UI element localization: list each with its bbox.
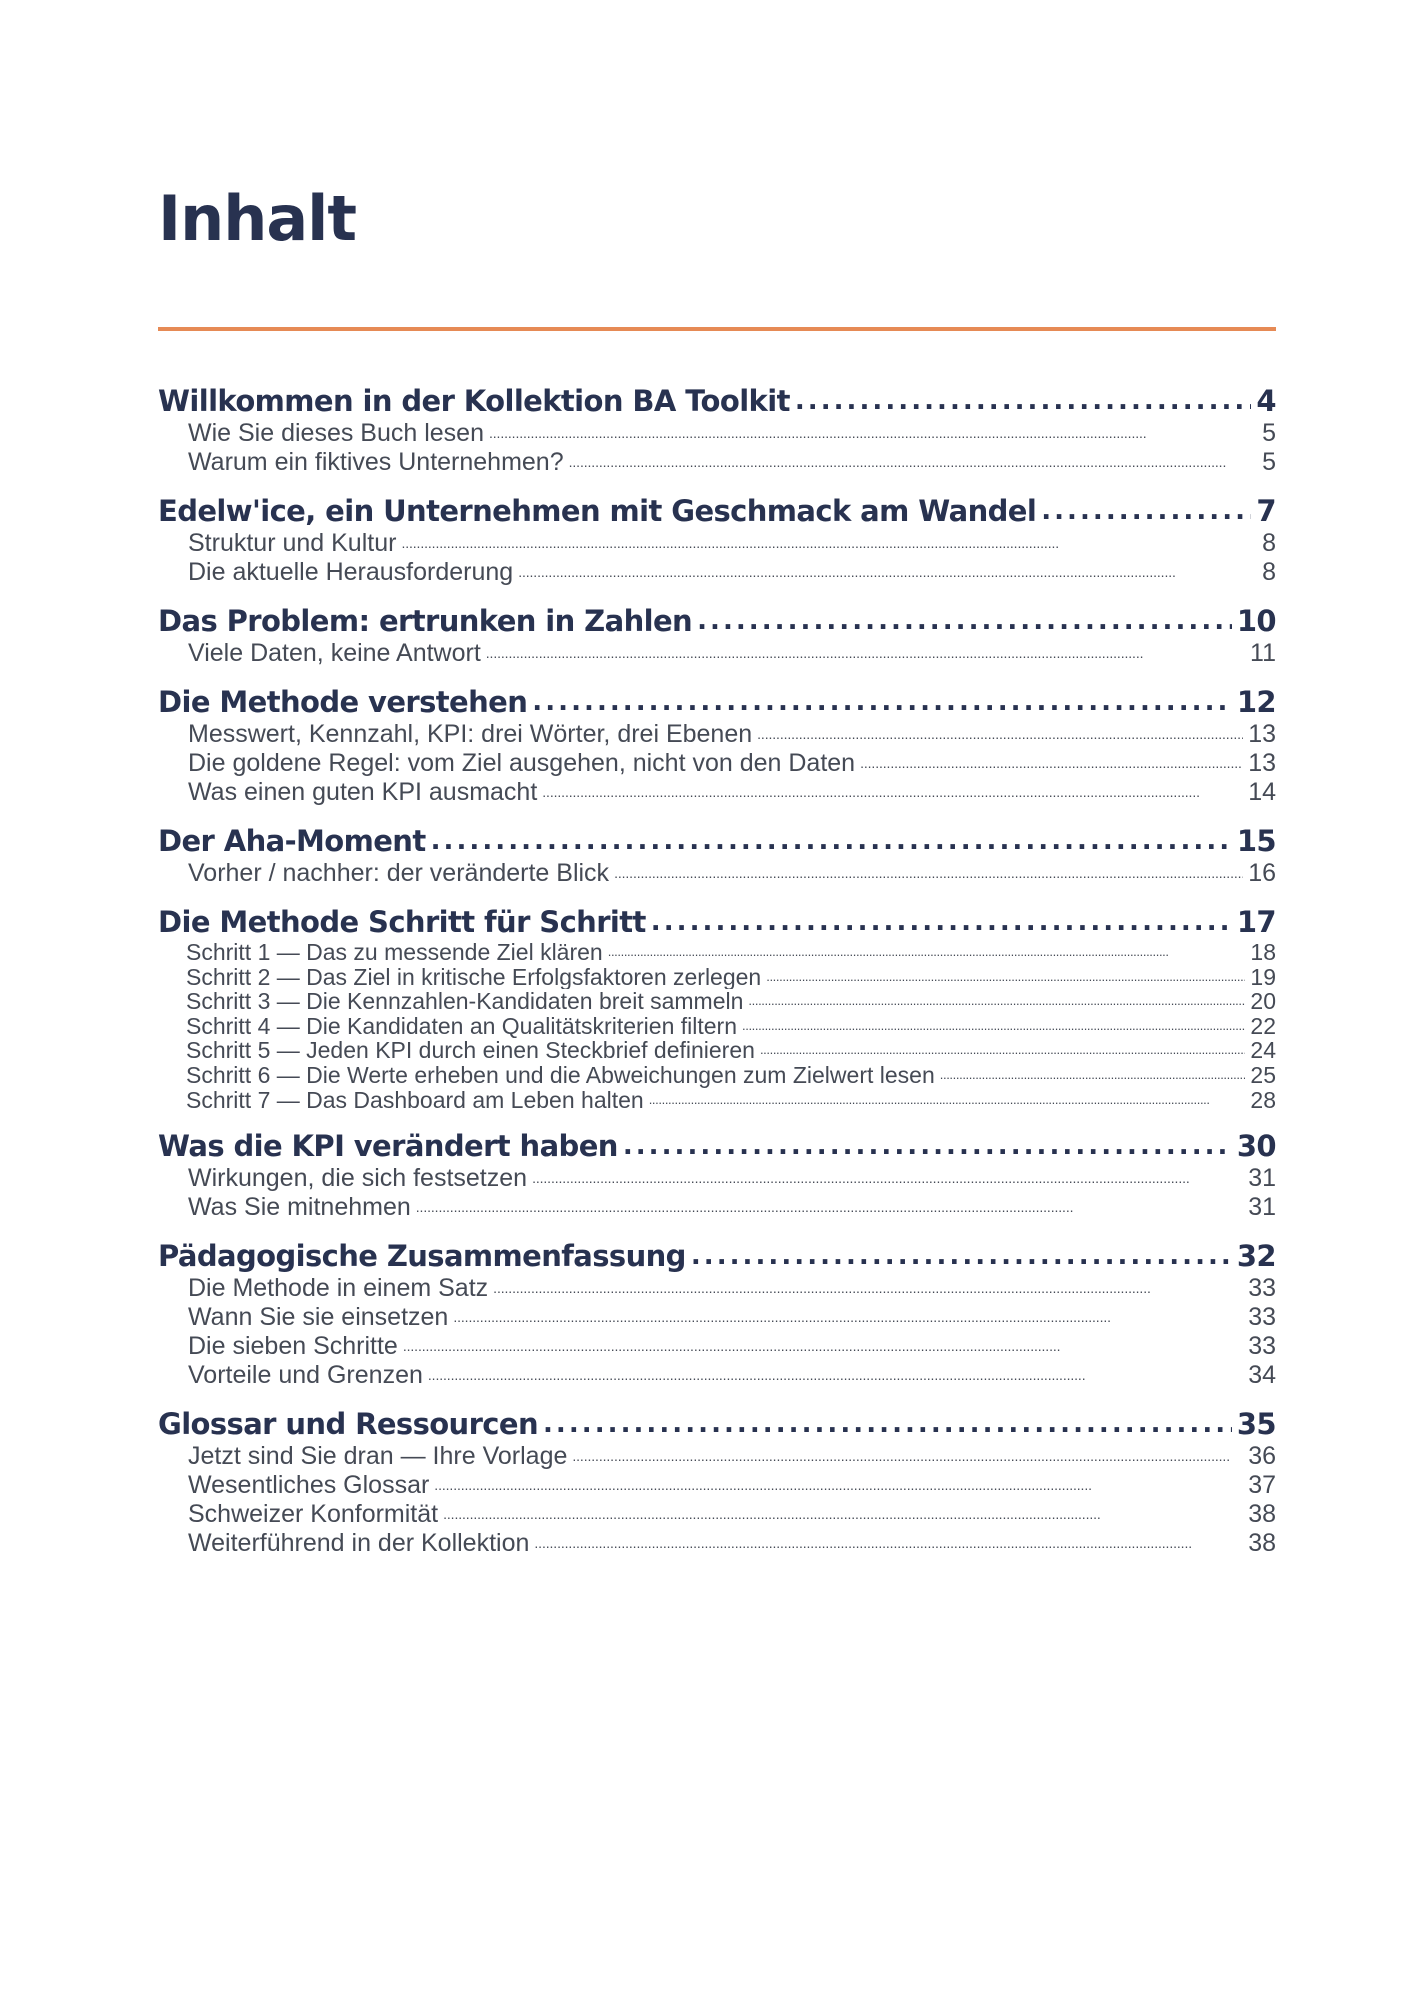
toc-entry-title: Die Methode verstehen bbox=[158, 685, 528, 719]
toc-chapter bbox=[158, 823, 1276, 888]
toc-chapter bbox=[158, 1238, 1276, 1390]
toc-entry-page: 37 bbox=[1248, 1471, 1276, 1500]
dot-leader bbox=[428, 1361, 1243, 1390]
dot-leader bbox=[760, 1038, 1245, 1063]
toc-entry-title: Vorher / nachher: der veränderte Blick bbox=[188, 859, 610, 887]
toc-step-entry[interactable] bbox=[158, 965, 1276, 990]
toc-entry-page: 31 bbox=[1248, 1164, 1276, 1193]
toc-entry-title: Wann Sie sie einsetzen bbox=[188, 1303, 449, 1332]
dot-leader bbox=[691, 1238, 1232, 1274]
toc-entry-page: 33 bbox=[1248, 1274, 1276, 1303]
toc-section-entry[interactable] bbox=[158, 529, 1276, 558]
dot-leader bbox=[608, 940, 1246, 965]
toc-entry-title: Warum ein fiktives Unternehmen? bbox=[188, 448, 564, 476]
toc-entry-title: Was Sie mitnehmen bbox=[188, 1193, 411, 1222]
toc-chapter-entry[interactable] bbox=[158, 1128, 1276, 1164]
toc-chapter-entry[interactable] bbox=[158, 684, 1276, 720]
dot-leader bbox=[795, 383, 1252, 419]
dot-leader bbox=[453, 1303, 1243, 1332]
toc-entry-title: Schweizer Konformität bbox=[188, 1500, 439, 1529]
toc-chapter bbox=[158, 684, 1276, 807]
dot-leader bbox=[493, 1274, 1243, 1303]
dot-leader bbox=[534, 1529, 1243, 1558]
toc-section-entry[interactable] bbox=[158, 1303, 1276, 1332]
toc-entry-title: Wirkungen, die sich festsetzen bbox=[188, 1164, 528, 1193]
toc-entry-page: 30 bbox=[1236, 1129, 1276, 1164]
toc-entry-page: 7 bbox=[1256, 494, 1276, 528]
toc-chapter bbox=[158, 493, 1276, 587]
toc-entry-page: 38 bbox=[1248, 1529, 1276, 1558]
toc-entry-page: 11 bbox=[1250, 639, 1276, 667]
dot-leader bbox=[532, 1164, 1243, 1193]
dot-leader bbox=[489, 419, 1257, 448]
toc-entry-page: 13 bbox=[1248, 749, 1276, 777]
toc-entry-title: Schritt 6 — Die Werte erheben und die Abweichungen zum Zielwert lesen bbox=[186, 1062, 935, 1088]
dot-leader bbox=[757, 720, 1243, 749]
toc-entry-title: Glossar und Ressourcen bbox=[158, 1407, 538, 1442]
dot-leader bbox=[518, 558, 1257, 587]
dot-leader bbox=[623, 1128, 1232, 1164]
toc-entry-title: Messwert, Kennzahl, KPI: drei Wörter, drei Ebenen bbox=[188, 720, 753, 748]
toc-entry-page: 12 bbox=[1236, 685, 1276, 719]
dot-leader bbox=[1041, 493, 1251, 529]
toc-entry-title: Weiterführend in der Kollektion bbox=[188, 1529, 530, 1558]
toc-chapter-entry[interactable] bbox=[158, 904, 1276, 940]
toc-entry-title: Was die KPI verändert haben bbox=[158, 1129, 618, 1164]
dot-leader bbox=[649, 1088, 1246, 1113]
toc-section-entry[interactable] bbox=[158, 1529, 1276, 1558]
toc-entry-title: Wie Sie dieses Buch lesen bbox=[188, 419, 484, 447]
toc-entry-page: 22 bbox=[1250, 1013, 1276, 1039]
toc-entry-title: Die Methode in einem Satz bbox=[188, 1274, 489, 1303]
toc-entry-title: Jetzt sind Sie dran — Ihre Vorlage bbox=[188, 1442, 568, 1471]
toc-entry-title: Das Problem: ertrunken in Zahlen bbox=[158, 604, 693, 638]
toc-section-entry[interactable] bbox=[158, 419, 1276, 448]
toc-entry-page: 4 bbox=[1256, 384, 1276, 418]
dot-leader bbox=[742, 1014, 1245, 1039]
toc-step-entry[interactable] bbox=[158, 1088, 1276, 1113]
toc-section-entry[interactable] bbox=[158, 749, 1276, 778]
toc-chapter bbox=[158, 1406, 1276, 1558]
toc-entry-page: 14 bbox=[1248, 778, 1276, 806]
dot-leader bbox=[651, 904, 1232, 940]
toc-entry-title: Die aktuelle Herausforderung bbox=[188, 558, 514, 586]
toc-chapter-entry[interactable] bbox=[158, 823, 1276, 859]
toc-entry-page: 38 bbox=[1248, 1500, 1276, 1529]
toc-step-entry[interactable] bbox=[158, 989, 1276, 1014]
toc-section-entry[interactable] bbox=[158, 1442, 1276, 1471]
toc-entry-title: Schritt 7 — Das Dashboard am Leben halten bbox=[186, 1087, 644, 1113]
toc-entry-page: 17 bbox=[1236, 905, 1276, 939]
toc-chapter bbox=[158, 383, 1276, 477]
toc-entry-page: 36 bbox=[1248, 1442, 1276, 1471]
toc-section-entry[interactable] bbox=[158, 1193, 1276, 1222]
toc-section-entry[interactable] bbox=[158, 1332, 1276, 1361]
dot-leader bbox=[403, 1332, 1243, 1361]
toc-entry-page: 32 bbox=[1236, 1239, 1276, 1274]
toc-section-entry[interactable] bbox=[158, 448, 1276, 477]
toc-section-entry[interactable] bbox=[158, 1471, 1276, 1500]
toc-entry-title: Die sieben Schritte bbox=[188, 1332, 398, 1361]
dot-leader bbox=[543, 1406, 1232, 1442]
toc-section-entry[interactable] bbox=[158, 1274, 1276, 1303]
toc-entry-title: Was einen guten KPI ausmacht bbox=[188, 778, 538, 806]
dot-leader bbox=[748, 989, 1245, 1014]
toc-chapter-entry[interactable] bbox=[158, 603, 1276, 639]
toc-entry-title: Vorteile und Grenzen bbox=[188, 1361, 423, 1390]
toc-entry-page: 35 bbox=[1236, 1407, 1276, 1442]
dot-leader bbox=[860, 749, 1243, 778]
toc-section-entry[interactable] bbox=[158, 558, 1276, 587]
toc-entry-title: Schritt 4 — Die Kandidaten an Qualitätskriterien filtern bbox=[186, 1013, 737, 1039]
toc-step-entry[interactable] bbox=[158, 1038, 1276, 1063]
toc-section-entry[interactable] bbox=[158, 1164, 1276, 1193]
toc-section-entry[interactable] bbox=[158, 859, 1276, 888]
toc-section-entry[interactable] bbox=[158, 720, 1276, 749]
toc-entry-title: Willkommen in der Kollektion BA Toolkit bbox=[158, 384, 790, 418]
toc-chapter-entry[interactable] bbox=[158, 383, 1276, 419]
dot-leader bbox=[614, 859, 1243, 888]
toc-entry-page: 28 bbox=[1250, 1087, 1276, 1113]
toc-entry-title: Die goldene Regel: vom Ziel ausgehen, nicht von den Daten bbox=[188, 749, 856, 777]
toc-entry-page: 8 bbox=[1262, 529, 1276, 557]
dot-leader bbox=[697, 603, 1232, 639]
toc-entry-title: Pädagogische Zusammenfassung bbox=[158, 1239, 686, 1274]
toc-entry-page: 10 bbox=[1236, 604, 1276, 638]
toc-entry-page: 20 bbox=[1250, 989, 1276, 1014]
toc-step-entry[interactable] bbox=[158, 1063, 1276, 1088]
table-of-contents bbox=[158, 383, 1276, 1574]
toc-chapter bbox=[158, 603, 1276, 668]
dot-leader bbox=[486, 639, 1245, 668]
toc-step-entry[interactable] bbox=[158, 1014, 1276, 1039]
toc-step-entry[interactable] bbox=[158, 940, 1276, 965]
toc-entry-page: 16 bbox=[1248, 859, 1276, 887]
toc-entry-page: 34 bbox=[1248, 1361, 1276, 1390]
toc-entry-page: 5 bbox=[1262, 419, 1276, 447]
dot-leader bbox=[416, 1193, 1243, 1222]
toc-entry-title: Die Methode Schritt für Schritt bbox=[158, 905, 646, 939]
dot-leader bbox=[940, 1063, 1246, 1088]
title-divider bbox=[158, 327, 1276, 331]
toc-entry-title: Schritt 1 — Das zu messende Ziel klären bbox=[186, 940, 603, 965]
toc-entry-page: 33 bbox=[1248, 1303, 1276, 1332]
toc-entry-page: 15 bbox=[1236, 824, 1276, 858]
toc-section-entry[interactable] bbox=[158, 778, 1276, 807]
toc-chapter bbox=[158, 1128, 1276, 1222]
dot-leader bbox=[431, 823, 1232, 859]
toc-entry-title: Struktur und Kultur bbox=[188, 529, 397, 557]
dot-leader bbox=[572, 1442, 1243, 1471]
toc-chapter-entry[interactable] bbox=[158, 493, 1276, 529]
toc-entry-page: 31 bbox=[1248, 1193, 1276, 1222]
toc-entry-title: Schritt 3 — Die Kennzahlen-Kandidaten breit sammeln bbox=[186, 989, 744, 1014]
toc-entry-title: Wesentliches Glossar bbox=[188, 1471, 430, 1500]
toc-entry-page: 5 bbox=[1262, 448, 1276, 476]
toc-entry-title: Der Aha-Moment bbox=[158, 824, 426, 858]
dot-leader bbox=[542, 778, 1243, 807]
toc-entry-title: Edelw'ice, ein Unternehmen mit Geschmack am Wandel bbox=[158, 494, 1037, 528]
toc-entry-page: 24 bbox=[1250, 1038, 1276, 1063]
toc-entry-page: 13 bbox=[1248, 720, 1276, 748]
toc-entry-page: 8 bbox=[1262, 558, 1276, 586]
toc-entry-title: Viele Daten, keine Antwort bbox=[188, 639, 481, 667]
toc-section-entry[interactable] bbox=[158, 1500, 1276, 1529]
toc-section-entry[interactable] bbox=[158, 1361, 1276, 1390]
toc-section-entry[interactable] bbox=[158, 639, 1276, 668]
dot-leader bbox=[569, 448, 1257, 477]
dot-leader bbox=[766, 965, 1245, 990]
dot-leader bbox=[532, 684, 1232, 720]
toc-chapter-entry[interactable] bbox=[158, 1406, 1276, 1442]
toc-chapter-entry[interactable] bbox=[158, 1238, 1276, 1274]
toc-entry-title: Schritt 5 — Jeden KPI durch einen Steckbrief definieren bbox=[186, 1038, 755, 1063]
toc-entry-page: 18 bbox=[1250, 940, 1276, 965]
dot-leader bbox=[401, 529, 1257, 558]
toc-entry-page: 19 bbox=[1250, 964, 1276, 990]
dot-leader bbox=[443, 1500, 1243, 1529]
toc-entry-title: Schritt 2 — Das Ziel in kritische Erfolgsfaktoren zerlegen bbox=[186, 964, 762, 990]
toc-chapter bbox=[158, 904, 1276, 1112]
toc-entry-page: 33 bbox=[1248, 1332, 1276, 1361]
page-title: Inhalt bbox=[158, 182, 357, 255]
toc-entry-page: 25 bbox=[1250, 1062, 1276, 1088]
dot-leader bbox=[434, 1471, 1243, 1500]
